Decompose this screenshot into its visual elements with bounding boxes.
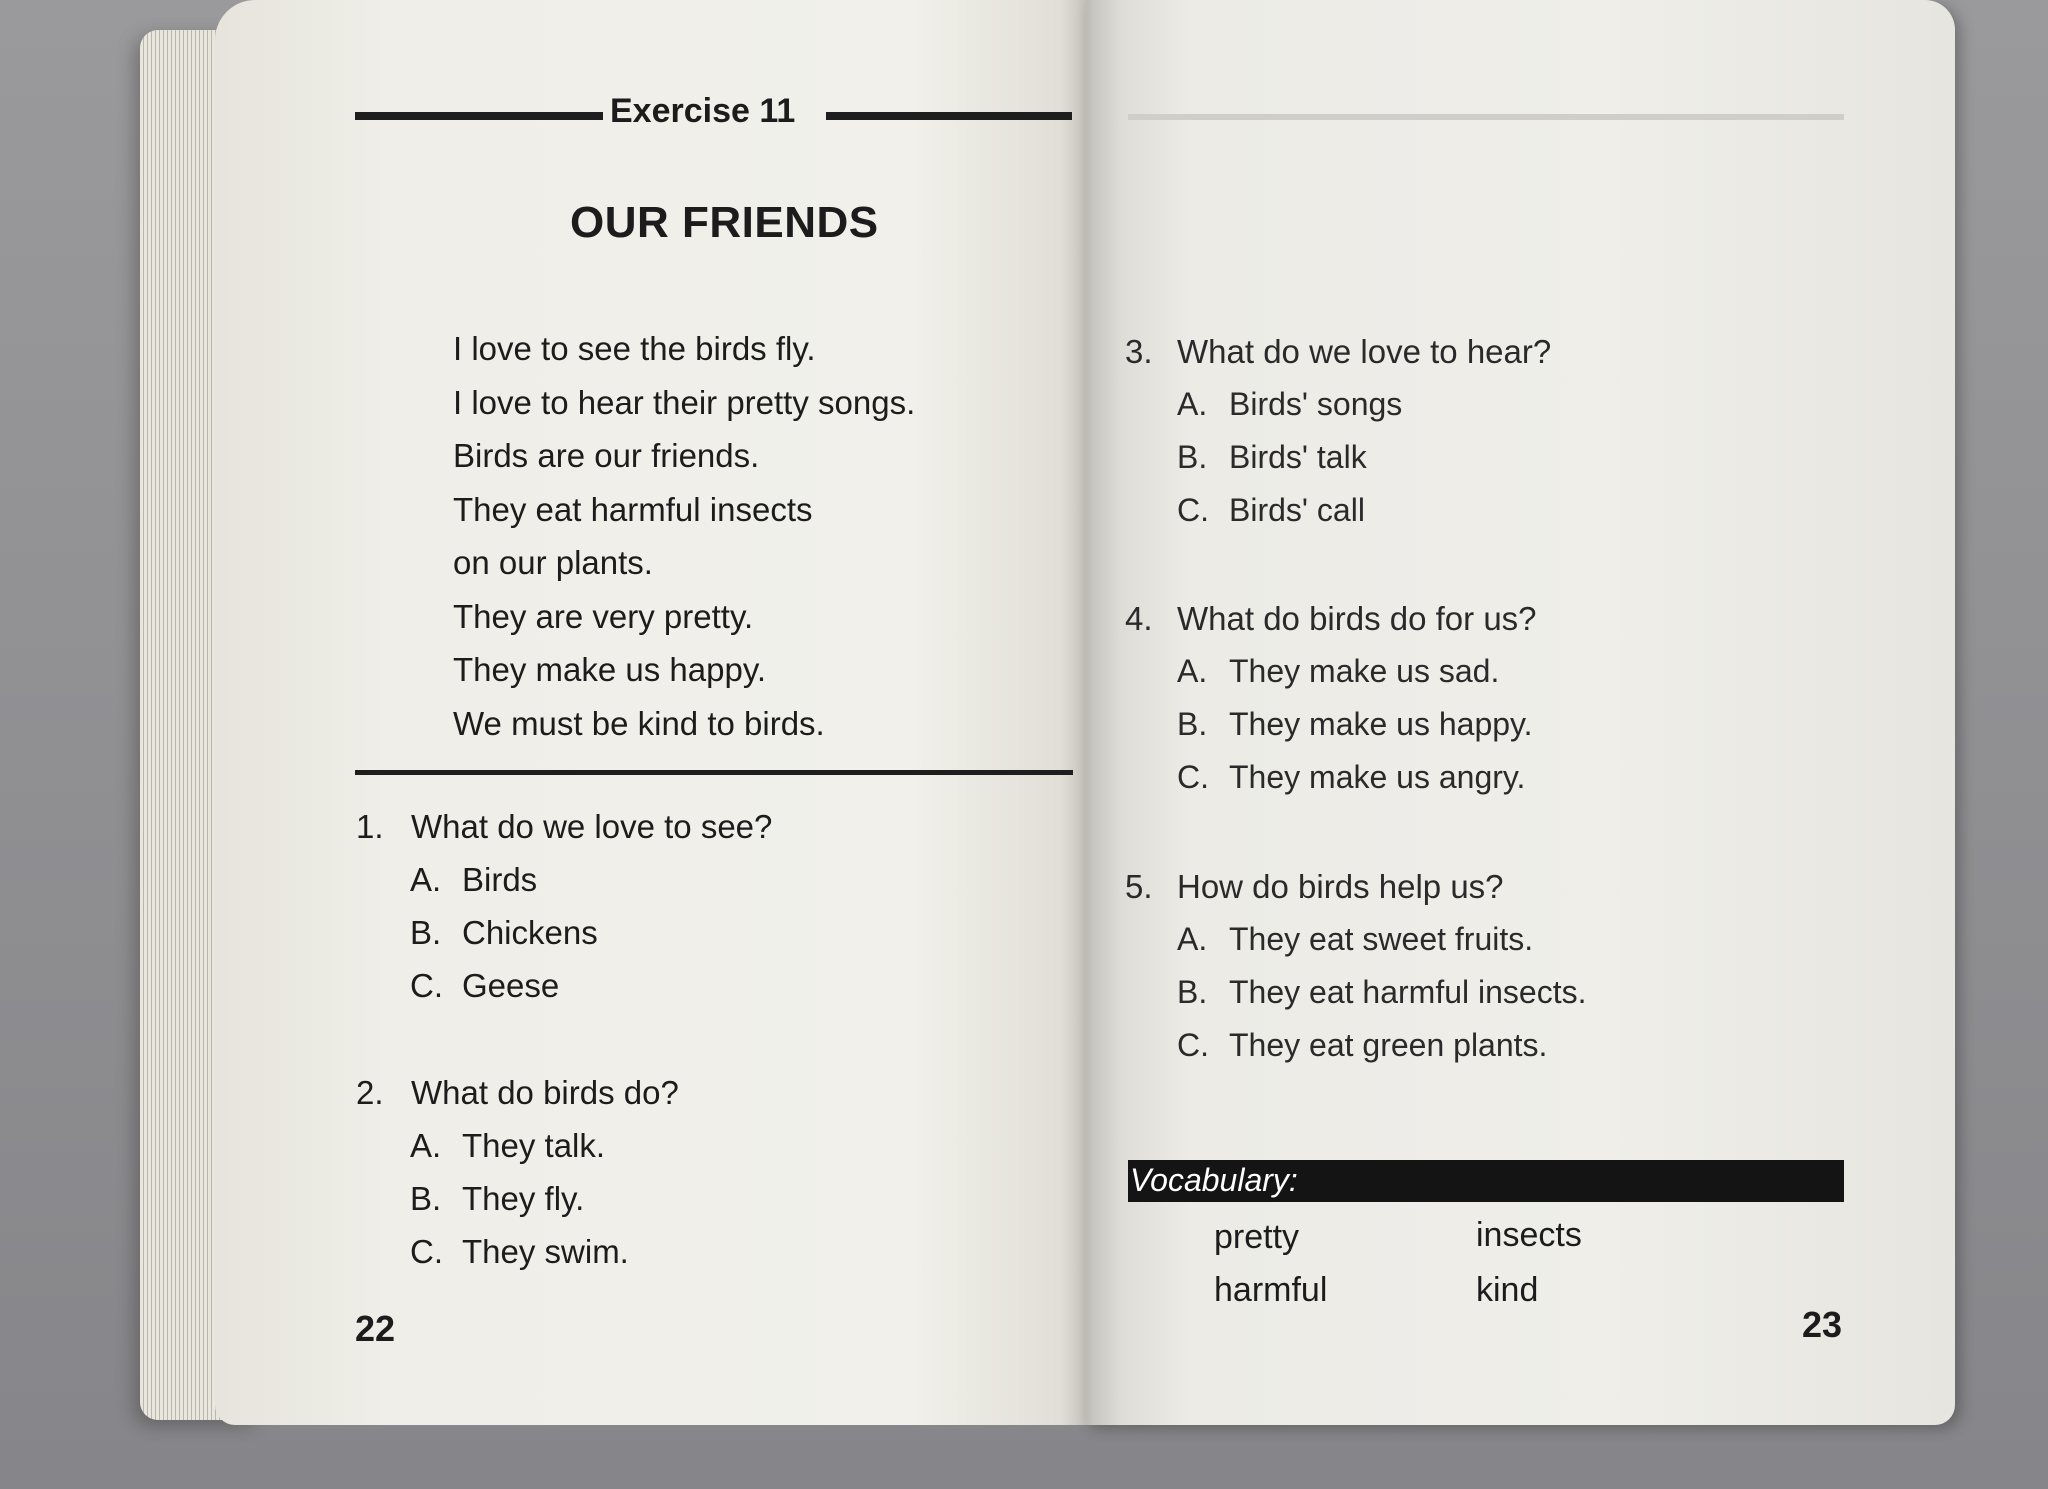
question-number: 3. bbox=[1125, 333, 1153, 370]
option-text: They eat sweet fruits. bbox=[1229, 921, 1534, 957]
option-text: Chickens bbox=[462, 914, 598, 951]
option-5b bbox=[1177, 974, 1586, 1011]
poem-line: They make us happy. bbox=[453, 651, 767, 688]
option-3b bbox=[1177, 439, 1367, 476]
option-5c bbox=[1177, 1027, 1547, 1064]
poem-line: We must be kind to birds. bbox=[453, 704, 825, 742]
option-text: They make us angry. bbox=[1229, 759, 1526, 795]
poem-line: I love to hear their pretty songs. bbox=[453, 383, 916, 421]
question-number: 2. bbox=[356, 1074, 384, 1111]
option-1c bbox=[410, 967, 559, 1005]
option-text: Birds' songs bbox=[1229, 386, 1403, 422]
option-3c bbox=[1177, 492, 1365, 529]
option-letter: B. bbox=[410, 1180, 442, 1217]
faint-header-rule bbox=[1128, 114, 1844, 120]
option-letter: C. bbox=[410, 1233, 443, 1270]
option-4b bbox=[1177, 706, 1533, 743]
option-text: They make us happy. bbox=[1229, 706, 1533, 742]
vocab-word: insects bbox=[1476, 1216, 1582, 1254]
option-3a bbox=[1177, 386, 1402, 423]
poem-line: Birds are our friends. bbox=[453, 437, 760, 474]
question-5 bbox=[1125, 868, 1504, 906]
question-4 bbox=[1125, 600, 1537, 638]
option-4c bbox=[1177, 759, 1525, 796]
option-letter: B. bbox=[1177, 974, 1208, 1010]
option-letter: A. bbox=[410, 1127, 442, 1164]
vocab-word: pretty bbox=[1214, 1218, 1300, 1256]
question-text: What do birds do? bbox=[411, 1074, 679, 1111]
section-divider bbox=[355, 770, 1073, 775]
option-2a bbox=[410, 1127, 605, 1165]
question-2 bbox=[356, 1074, 679, 1112]
option-letter: A. bbox=[1177, 921, 1208, 957]
question-1 bbox=[356, 808, 772, 846]
option-letter: A. bbox=[1177, 653, 1208, 689]
option-letter: A. bbox=[410, 861, 442, 898]
option-letter: B. bbox=[1177, 706, 1208, 742]
option-letter: C. bbox=[1177, 759, 1209, 795]
vocab-word: harmful bbox=[1214, 1271, 1328, 1309]
option-text: Birds' call bbox=[1229, 492, 1365, 528]
question-text: What do we love to see? bbox=[411, 808, 773, 845]
exercise-label: Exercise 11 bbox=[610, 92, 796, 130]
option-text: They swim. bbox=[462, 1233, 629, 1270]
book-gutter bbox=[1060, 0, 1120, 1425]
option-letter: C. bbox=[410, 967, 443, 1004]
option-text: They talk. bbox=[462, 1127, 606, 1164]
vocabulary-bar bbox=[1128, 1160, 1844, 1202]
page-number-right: 23 bbox=[1802, 1304, 1843, 1345]
option-5a bbox=[1177, 921, 1533, 958]
option-text: They make us sad. bbox=[1229, 653, 1500, 689]
question-number: 5. bbox=[1125, 868, 1153, 905]
poem-line: I love to see the birds fly. bbox=[453, 330, 816, 367]
option-letter: C. bbox=[1177, 492, 1209, 528]
option-1b bbox=[410, 914, 598, 952]
option-letter: C. bbox=[1177, 1027, 1209, 1063]
option-4a bbox=[1177, 653, 1499, 690]
question-number: 4. bbox=[1125, 600, 1153, 637]
question-3 bbox=[1125, 333, 1551, 371]
page-title: OUR FRIENDS bbox=[570, 198, 879, 247]
exercise-rule-right bbox=[826, 112, 1072, 120]
option-letter: A. bbox=[1177, 386, 1208, 422]
option-text: Geese bbox=[462, 967, 560, 1004]
exercise-rule-left bbox=[355, 112, 603, 120]
question-number: 1. bbox=[356, 808, 384, 845]
poem-line: They are very pretty. bbox=[453, 597, 754, 635]
option-1a bbox=[410, 861, 537, 899]
question-text: What do birds do for us? bbox=[1177, 600, 1537, 637]
poem-line: They eat harmful insects bbox=[453, 490, 813, 528]
option-text: Birds bbox=[462, 861, 538, 898]
question-text: How do birds help us? bbox=[1177, 868, 1504, 905]
option-text: Birds' talk bbox=[1229, 439, 1367, 475]
option-letter: B. bbox=[1177, 439, 1208, 475]
vocabulary-label: Vocabulary: bbox=[1130, 1162, 1298, 1198]
poem bbox=[453, 322, 915, 750]
option-letter: B. bbox=[410, 914, 442, 951]
question-text: What do we love to hear? bbox=[1177, 333, 1552, 370]
page-number-left: 22 bbox=[355, 1308, 396, 1349]
option-2b bbox=[410, 1180, 584, 1218]
option-text: They eat harmful insects. bbox=[1229, 974, 1587, 1010]
option-text: They fly. bbox=[462, 1180, 585, 1217]
poem-line: on our plants. bbox=[453, 544, 653, 581]
option-2c bbox=[410, 1233, 629, 1271]
vocab-word: kind bbox=[1476, 1271, 1539, 1309]
option-text: They eat green plants. bbox=[1229, 1027, 1548, 1063]
